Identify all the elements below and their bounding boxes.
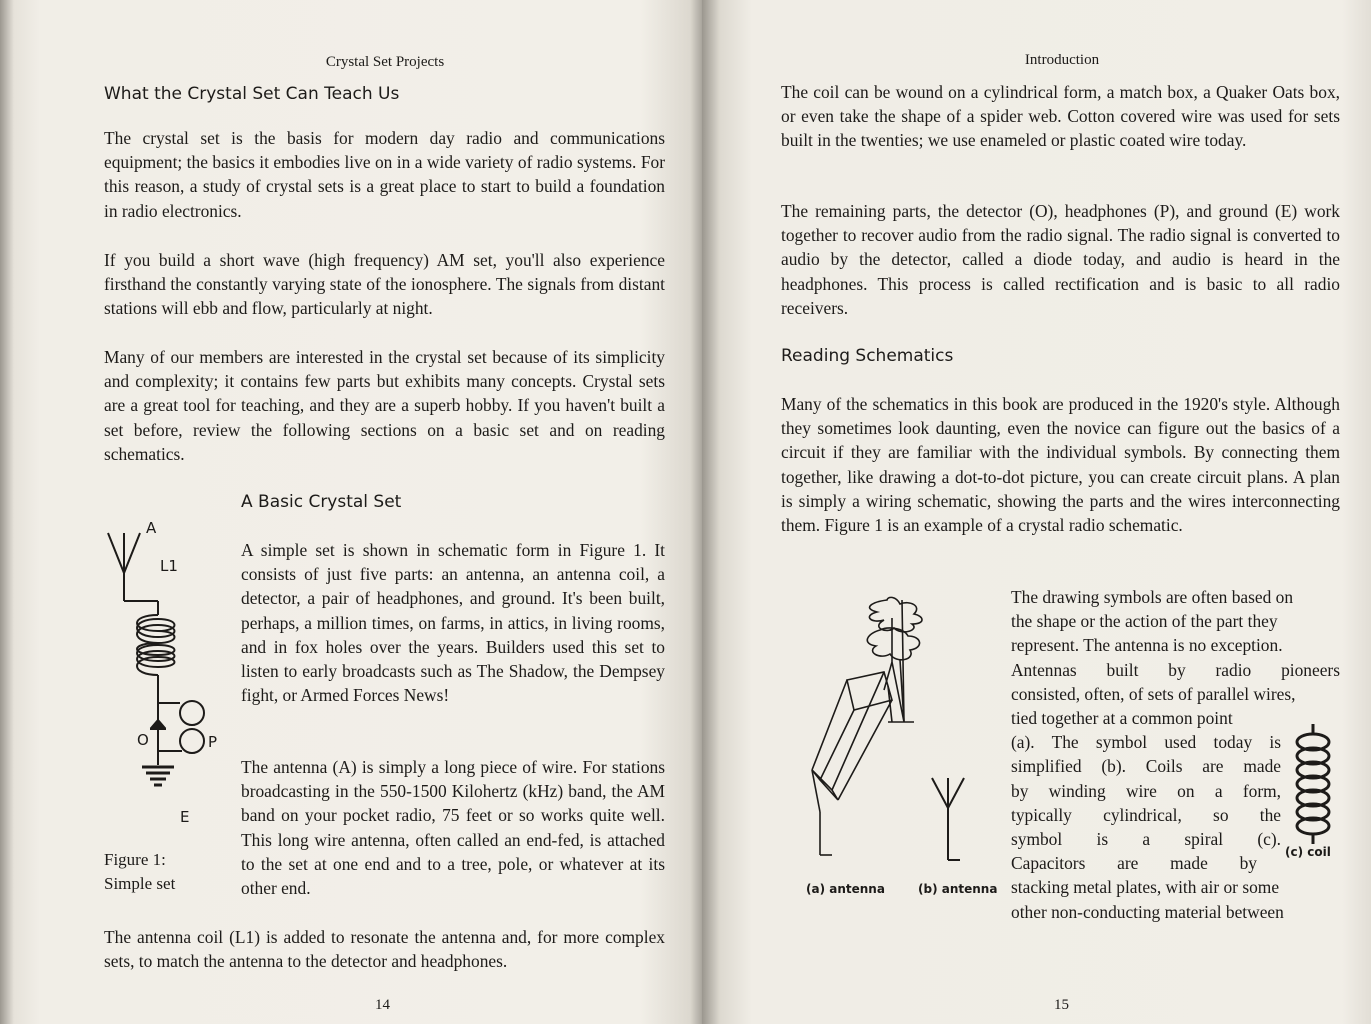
symbols-line: The drawing symbols are often based on [1011,587,1294,607]
label-c-coil: (c) coil [1285,845,1331,859]
antenna-symbol-b [924,768,984,888]
coil-symbol-c [1288,720,1338,850]
symbols-line: represent. The antenna is no exception. [1011,635,1283,656]
cage-antenna-drawing [812,672,892,855]
ground-symbol [142,767,174,785]
running-head-left: Crystal Set Projects [325,54,445,70]
heading-reading-schematics: Reading Schematics [781,346,954,366]
symbols-line: tied together at a common point [1011,708,1233,729]
figure-label-a: A [146,519,157,537]
figure-label-e: E [180,808,190,826]
symbols-line: consisted, often, of sets of parallel wires, [1011,683,1296,704]
right-page [702,0,1371,1024]
figure-label-l1: L1 [160,557,178,575]
figure-label-p: P [208,733,218,751]
paragraph-coil-wound: The coil can be wound on a cylindrical form, a match box, a Quaker Oats box, or even take the shape of a spider web. Cotton covered wire was used for sets built in the twenties; we use enameled or plastic coated wire today. [781,82,1340,151]
symbols-line: by winding wire on a form, [1011,780,1281,801]
symbols-line: Capacitors are made by [1011,853,1257,874]
paragraph-schematics: Many of the schematics in this book are produced in the 1920's style. Although they sometimes look daunting, even the novice can figure out the basics of a circuit if they are familiar with the individual symbols. By connecting them together, like drawing a dot-to-dot picture, you can create circuit plans. A plan is simply a wiring schematic, showing the parts and the wires interconnecting them. Figure 1 is an example of a crystal radio schematic. [781,394,1340,536]
paragraph-antenna-coil: The antenna coil (L1) is added to resonate the antenna and, for more complex sets, to match the antenna to the detector and headphones. [104,927,665,972]
figure-label-o: O [137,731,149,749]
coil-symbol [137,615,175,675]
antenna-symbol [108,533,140,573]
heading-what-crystal-set-teaches: What the Crystal Set Can Teach Us [104,84,400,104]
tree-drawing [867,597,922,722]
symbols-line: simplified (b). Coils are made [1011,756,1281,777]
symbols-line: (a). The symbol used today is [1011,732,1281,753]
label-b-antenna: (b) antenna [918,882,998,896]
page-number-left: 14 [375,997,390,1013]
paragraph-members: Many of our members are interested in the crystal set because of its simplicity and complexity; it contains few parts but exhibits many concepts. Crystal sets are a great tool for teaching, and they are a superb hobby. If you haven't built a set before, review the following sections on a basic set and on reading schematics. [104,347,665,464]
paragraph-short-wave: If you build a short wave (high frequency) AM set, you'll also experience firsthand the constantly varying state of the ionosphere. The signals from distant stations will ebb and flow, particularly at night. [104,250,665,319]
paragraph-simple-set: A simple set is shown in schematic form in Figure 1. It consists of just five parts: an antenna, an antenna coil, a detector, a pair of headphones, and ground. It's been built, perhaps, a million times, on farms, in attics, in living rooms, and in fox holes over the years. Builders used this set to listen to early broadcasts such as The Shadow, the Dempsey fight, or Armed Forces News! [241,540,665,706]
heading-basic-crystal-set: A Basic Crystal Set [241,492,402,512]
paragraph-intro: The crystal set is the basis for modern day radio and communications equipment; the basics it embodies live on in a wide variety of radio systems. For this reason, a study of crystal sets is a great place to start to build a foundation in radio electronics. [104,128,665,221]
symbols-line: stacking metal plates, with air or some [1011,877,1280,898]
symbols-line: other non-conducting material between [1011,901,1284,922]
paragraph-remaining-parts: The remaining parts, the detector (O), headphones (P), and ground (E) work together to recover audio from the radio signal. The radio signal is converted to audio by the detector, called a diode today, and audio is heard in the headphones. This process is called rectification and is basic to all radio receivers. [781,201,1340,318]
figure-1-caption-line2: Simple set [104,874,176,893]
running-head-right: Introduction [1024,52,1100,68]
symbols-line: the shape or the action of the part they [1011,611,1278,632]
label-a-antenna: (a) antenna [806,882,885,896]
page-number-right: 15 [1054,997,1069,1013]
figure-1-caption-line1: Figure 1: [104,850,166,869]
symbols-line: Antennas built by radio pioneers [1011,659,1340,680]
symbols-line: typically cylindrical, so the [1011,804,1281,825]
symbols-line: symbol is a spiral (c). [1011,829,1281,850]
detector-symbol [152,720,164,727]
paragraph-antenna: The antenna (A) is simply a long piece of wire. For stations broadcasting in the 550-1500 Kilohertz (kHz) band, the AM band on your pocket radio, 75 feet or so works quite well. This long wire antenna, often called an end-fed, is attached to the set at one end and to a tree, pole, or whatever at its other end. [241,757,665,899]
